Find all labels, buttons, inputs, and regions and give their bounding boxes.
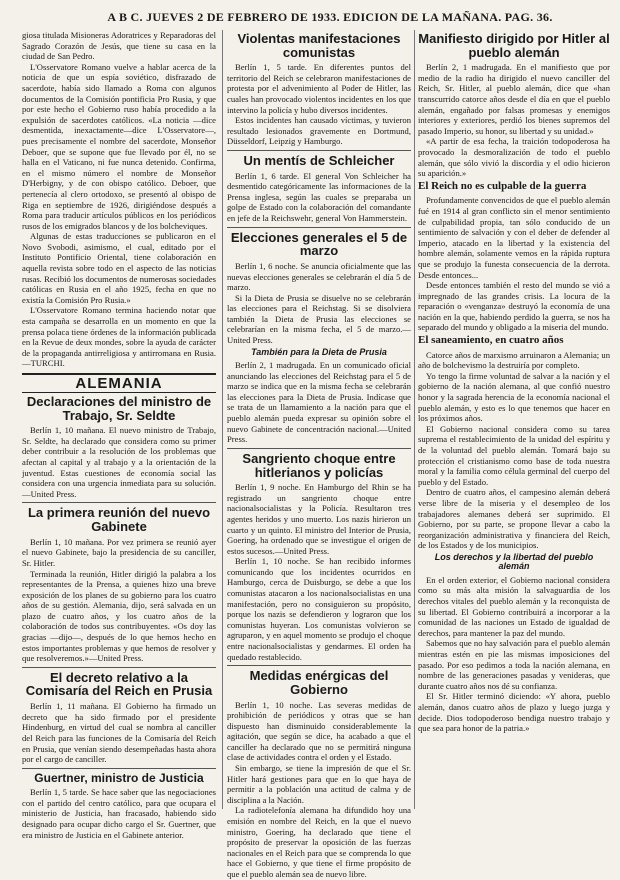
headline: Medidas enérgicas del Gobierno — [249, 668, 389, 697]
headline: Declaraciones del ministro de Trabajo, Sr. Seldte — [26, 394, 212, 423]
column-rule — [414, 30, 415, 809]
paragraph: Catorce años de marxismo arruinaron a Alemania; un año de bolchevismo la destruiría por completo. — [418, 349, 610, 371]
paragraph: L'Osservatore Romano vuelve a hablar acerca de la noticia de que un espía soviético, disfrazado de sacerdote, había sido llamado a Roma con algunos documentos de la Comisión pontificia Pro Rusia, y que por este hecho el Gobierno ruso había procedido a la expulsión de sacerdotes católicos. «La noticia —dice desmentida, inexactamente—dice L'Osservatore—, pues precisamente el nombre del sacerdote, Monseñor Deboer, que se supone que fue llevado por él, no se halla en el Vaticano, ni fue nunca detenido. Confirma, en el mismo número el nombre de Monseñor D'Herbigny, y de con obispo católico. Deboer, que pertenecía al clero ortodoxo, se presentó al obispo de Riga en septiembre de 1926, dirigiéndose después a Roma para traducir artículos públicos en los periódicos rusos de los emigrados blancos y de los bolcheviques. — [22, 61, 216, 231]
paragraph: En el orden exterior, el Gobierno nacional considera como su más alta misión la salvaguardia de los derechos vitales del pueblo alemán y la reconquista de su libertad. El Gobierno contribuirá a incorporar a la comunidad de las naciones un Estado de igualdad de derechos, para mantener la paz del mundo. — [418, 574, 610, 638]
divider — [227, 227, 411, 228]
paragraph: L'Osservatore Romano termina haciendo notar que esta campaña se desarrolla en un momento en que la prensa polaca tiene órdenes de la información publicada en la Revue de deux mondes, sobre la ayuda de carácter de la propaganda antirreligiosa y antirromana en Rusia.—TURCHI. — [22, 305, 216, 369]
subheadline: Los derechos y la libertad del pueblo alemán — [434, 551, 594, 572]
headline: Sangriento choque entre hitlerianos y policías — [242, 450, 396, 480]
column-3 — [418, 30, 610, 811]
paragraph: Berlín 1, 10 noche. Las severas medidas de prohibición de periódicos y otras que se han dispuesto han disminuido considerablemente la agitación, que según se dice, ha acabado a que el canciller ha declarado que no se permitirá ninguna clase de actividades contra el orden y el Estado. — [227, 699, 411, 763]
paragraph: Berlín 1, 6 tarde. El general Von Schleicher ha desmentido categóricamente las informaciones de la Prensa inglesa, según las cuales se preparaba un golpe de Estado con la colaboración del comandante en jefe de la Reichswehr, general Von Hammerstein. — [227, 170, 411, 224]
paragraph: El Gobierno nacional considera como su tarea suprema el restablecimiento de la unidad del espíritu y de la voluntad del pueblo alemán. Tomará bajo su protección el cristianismo como base de toda nuestra moral y la familia como célula germinal del cuerpo del pueblo y del Estado. — [418, 423, 610, 487]
paragraph: Berlín 1, 10 mañana. El nuevo ministro de Trabajo, Sr. Seldte, ha declarado que considera como su primer deber contribuir a la resolución de los problemas que afectan al capital y al trabajo y a la orientación de la juventud. Estas cuestiones de economía social las considera con una urgencia inmediata para su solución.—United Press. — [22, 425, 216, 499]
divider — [227, 665, 411, 666]
paragraph: Sabemos que no hay salvación para el pueblo alemán mientras estén en pie las mismas imposiciones del pasado. Por eso pedimos a toda la nación alemana, en nombre de las generaciones pasadas y venideras, que durante cuatro años nos dé su confianza. — [418, 638, 610, 691]
paragraph: Desde entonces también el resto del mundo se vió a impregnado de las grandes crisis. La locura de la reparación o «venganza» destruyó la economía de una nación en la que, habiendo perdido la guerra, se nos ha separado del mundo y obligado a la miseria del mundo. — [418, 280, 610, 333]
paragraph: Terminada la reunión, Hitler dirigió la palabra a los representantes de la Prensa, a quienes hizo una breve exposición de los planes de su gobierno para los cuatro años de su gestión. Alemania, dijo, será salvada en un plazo de cuatro años, y los cuatro años de la colaboración de todos sus contribuyentes. «Os doy las gracias —dijo—, después de lo que hemos hecho en estos importantes problemas y que hemos de resolver y que resolveremos.»—United Press. — [22, 568, 216, 664]
paragraph: El Sr. Hitler terminó diciendo: «Y ahora, pueblo alemán, danos cuatro años de plazo y luego juzga y decide. Dios todopoderoso bendiga nuestro trabajo y que sea para honor de la patria.» — [418, 691, 610, 734]
headline: La primera reunión del nuevo Gabinete — [27, 505, 211, 535]
paragraph: Berlín 1, 10 mañana. Por vez primera se reunió ayer el nuevo Gabinete, bajo la presidencia de su canciller, Sr. Hitler. — [22, 536, 216, 568]
paragraph: Berlín 1, 11 mañana. El Gobierno ha firmado un decreto que ha sido firmado por el presidente Hindenburg, en virtud del cual se nombra al canciller del Reich para las funciones de la Comisaría del Reich en Prusia, que venían siendo desempeñadas hasta ahora por el cargo de canciller. — [22, 701, 216, 765]
divider — [22, 667, 216, 668]
paragraph: Si la Dieta de Prusia se disuelve no se celebrarán las elecciones para el Reichstag. Si se disolviera también la Dieta de Prusia las elecciones se celebrarían en la misma fecha, el 5 de marzo.—United Press. — [227, 292, 411, 346]
section-title: ALEMANIA — [22, 373, 216, 393]
headline: Violentas manifestaciones comunistas — [237, 31, 401, 60]
headline: Manifiesto dirigido por Hitler al pueblo alemán — [418, 31, 610, 60]
subheadline: El saneamiento, en cuatro años — [418, 334, 564, 347]
headline: Elecciones generales el 5 de marzo — [230, 229, 408, 259]
paragraph: Berlín 1, 5 tarde. En diferentes puntos del territorio del Reich se celebraron manifestaciones de protesta por el advenimiento al Poder de Hitler, las cuales han provocado violentos incidentes en los que intervino la policía y hubo diversos incidentes. — [227, 62, 411, 115]
headline: Un mentís de Schleicher — [243, 153, 395, 169]
paragraph: Sin embargo, se tiene la impresión de que el Sr. Hitler hará gestiones para que en lo que haya de permitir a la población una actitud de calma y de disciplina a la Nación. — [227, 763, 411, 805]
column-1 — [22, 30, 216, 840]
headline: El decreto relativo a la Comisaría del Reich en Prusia — [25, 669, 213, 699]
paragraph: Profundamente convencidos de que el pueblo alemán fué en 1914 al gran conflicto sin el menor sentimiento de culpabilidad propia, tan sólo conducido de un sentimiento de salvación y con el deber de defender al Imperio, atacado en la libertad y la existencia del hombre alemán, solamente vemos en la rápida ruptura que se produjo la funesta consecuencia de la derrota. Desde entonces... — [418, 195, 610, 280]
divider — [22, 502, 216, 503]
divider — [227, 150, 411, 151]
subheadline: También para la Dieta de Prusia — [251, 346, 387, 357]
column-2 — [227, 30, 411, 880]
paragraph: La radiotelefonía alemana ha difundido hoy una emisión en nombre del Reich, en la que el nuevo ministro, Goering, ha declarado que tiene el propósito de preservar la oposición de las fuerzas nacionales en el Reich para que se comprenda lo que hace el Gobierno, y que tiene el firme propósito de que el pueblo alemán sea de nuevo libre. — [227, 805, 411, 880]
paragraph: Dentro de cuatro años, el campesino alemán deberá verse libre de la miseria y el desempleo de los trabajadores alemanes deberá ser suprimido. El Gobierno, por su parte, se propone llevar a cabo la reorganización administrativa y financiera del Reich, de los Estados y de los municipios. — [418, 487, 610, 551]
running-head: A B C. JUEVES 2 DE FEBRERO DE 1933. EDICION DE LA MAÑANA. PAG. 36. — [107, 10, 553, 24]
subheadline: El Reich no es culpable de la guerra — [418, 179, 587, 192]
column-rule — [222, 30, 223, 809]
paragraph: Berlín 1, 9 noche. En Hamburgo del Rhin se ha registrado un sangriento choque entre nacionalsocialistas y la Policía. Resultaron tres agentes heridos y uno muerto. Los nazis hirieron un cuarto y un quinto. El ministro del Interior de Prusia, Goering, ha ordenado que se investigue el origen de estos sucesos.—United Press. — [227, 482, 411, 556]
paragraph: Yo tengo la firme voluntad de salvar a la nación y el gobierno de la nación alemana, al que confió nuestro honor y la sagrada herencia de la economía nacional el pueblo alemán, y esto es lo que tenemos que hacer en los próximos años. — [418, 370, 610, 424]
paragraph: giosa titulada Misioneras Adoratrices y Reparadoras del Sagrado Corazón de Jesús, que tiene su casa en la ciudad de San Pedro. — [22, 30, 216, 62]
paragraph: «A partir de esa fecha, la traición todopoderosa ha provocado la desmoralización de todo el pueblo alemán, que sólo vivió la discordia y el odio hicieron su aparición.» — [418, 136, 610, 179]
paragraph: Estos incidentes han causado víctimas, y tuvieron resultado lesionados gravemente en Dortmund, Düsseldorf, Leipzig y Hamburgo. — [227, 115, 411, 147]
paragraph: Berlín 2, 1 madrugada. En el manifiesto que por medio de la radio ha dirigido el nuevo canciller del Reich, Sr. Hitler, al pueblo alemán, dice que «han transcurrido catorce años desde el día en que el pueblo alemán, engañado por falsas promesas y enemigos interiores y exteriores, perdió los bienes supremos del pasado Imperio, su honor, su libertad y su unidad.» — [418, 62, 610, 136]
divider — [227, 448, 411, 449]
headline: Guertner, ministro de Justicia — [34, 770, 204, 785]
divider — [22, 768, 216, 769]
paragraph: Berlín 2, 1 madrugada. En un comunicado oficial anunciando las elecciones del Reichstag para el 5 de marzo se indica que en la misma fecha se celebrarán las elecciones para la Dieta de Prusia. Indícase que se trata de un llamamiento a la nación para que el pueblo alemán pueda expresar su opinión sobre el nuevo Gabinete de concentración nacional.—United Press. — [227, 360, 411, 445]
paragraph: Berlín 1, 5 tarde. Se hace saber que las negociaciones con el partido del centro católico, para que ocupara el ministerio de Justicia, han fracasado, habiendo sido designado para ocupar dicho cargo el Sr. Guertner, que era ministro de Justicia en el Gabinete anterior. — [22, 787, 216, 840]
paragraph: Algunas de estas traducciones se publicaron en el Novo Svobodi, asimismo, el cual, editado por el Instituto Pontificio Oriental, tiene colaboración en aquella revista sobre todo en el aspecto de las noticias rusas. Recibió los documentos de numerosas sociedades católicas en Rusia en el año 1925, fecha en que no existía la Comisión Pro Rusia.» — [22, 231, 216, 305]
paragraph: Berlín 1, 6 noche. Se anuncia oficialmente que las nuevas elecciones generales se celebrarán el día 5 de marzo. — [227, 260, 411, 293]
paragraph: Berlín 1, 10 noche. Se han recibido informes comunicando que los incidentes ocurridos en Hamburgo, cerca de Duisburgo, se debe a que los comunistas atacaron a los nacionalsocialistas en una manifestación, pero no consiguieron su propósito, porque los nazis se defendieron y lograron que los comunistas huyeran. Los comunistas volvieron se agruparon, y en aquel momento se produjo el choque entre nacionalsocialistas y gendarmes. El orden ha quedado restablecido. — [227, 556, 411, 662]
